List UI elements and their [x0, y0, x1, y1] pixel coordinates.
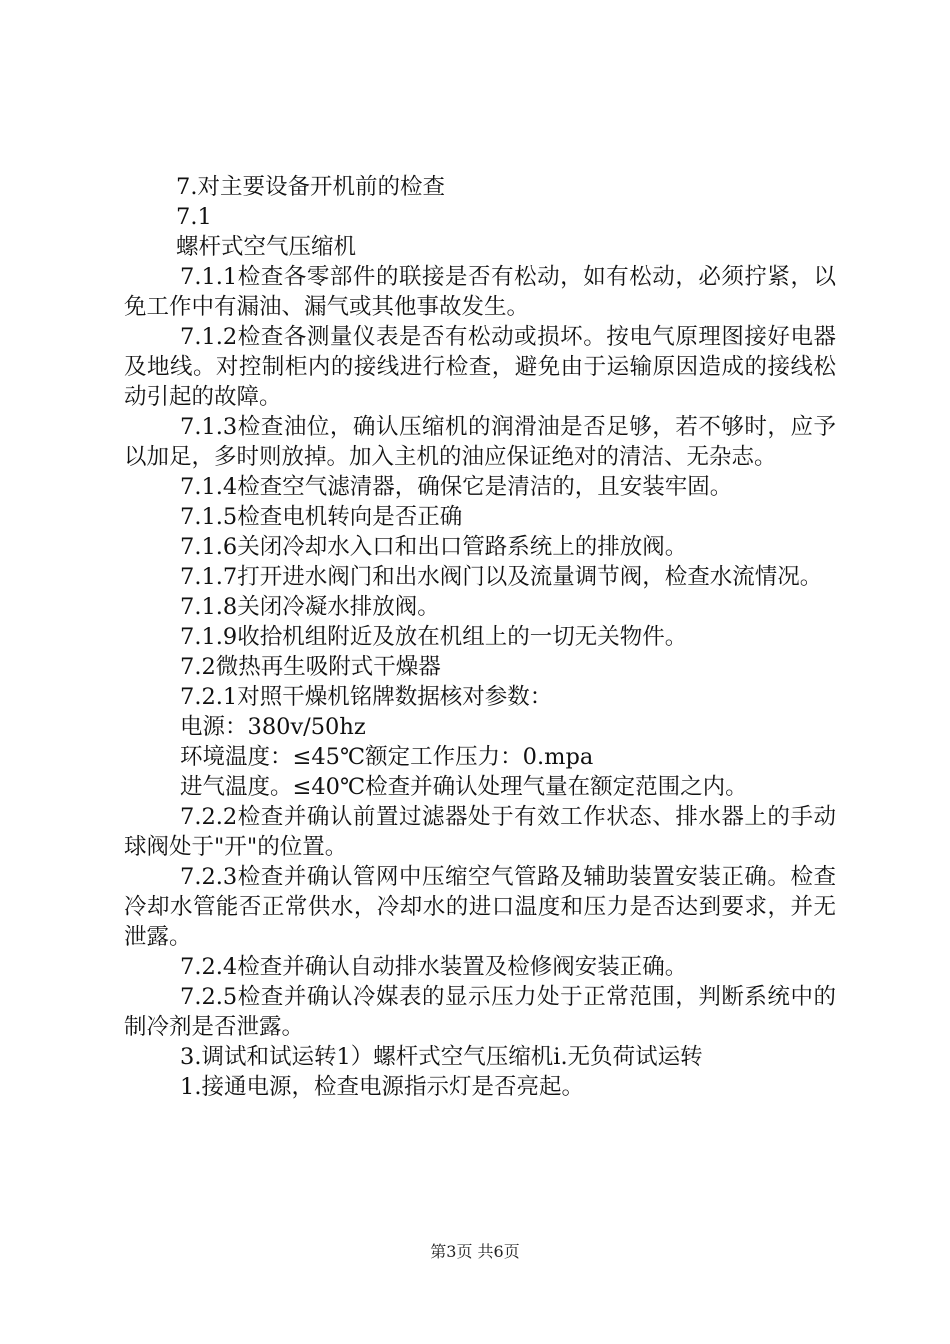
paragraph-p711: 7.1.1检查各零部件的联接是否有松动，如有松动，必须拧紧，以免工作中有漏油、漏气或其他事故发生。: [124, 264, 836, 320]
document-body: [124, 172, 836, 1102]
paragraph-p713: 7.1.3检查油位，确认压缩机的润滑油是否足够，若不够时，应予以加足，多时则放掉。加入主机的油应保证绝对的清洁、无杂志。: [124, 414, 836, 470]
text-line-p716: 7.1.6关闭冷却水入口和出口管路系统上的排放阀。: [180, 534, 688, 560]
text-line-p718: 7.1.8关闭冷凝水排放阀。: [180, 594, 440, 620]
text-line-power: 电源：380v/50hz: [180, 714, 366, 740]
heading-h71title: 螺杆式空气压缩机: [176, 234, 357, 260]
text-line-p719: 7.1.9收拾机组附近及放在机组上的一切无关物件。: [180, 624, 688, 650]
heading-h3: 3.调试和试运转1）螺杆式空气压缩机i.无负荷试运转: [180, 1044, 703, 1070]
heading-h72: 7.2微热再生吸附式干燥器: [180, 654, 441, 680]
heading-h7: 7.对主要设备开机前的检查: [176, 174, 445, 200]
text-line-p31: 1.接通电源，检查电源指示灯是否亮起。: [180, 1074, 584, 1100]
paragraph-p723: 7.2.3检查并确认管网中压缩空气管路及辅助装置安装正确。检查冷却水管能否正常供水，冷却水的进口温度和压力是否达到要求，并无泄露。: [124, 864, 836, 950]
page-footer: 第3页 共6页: [430, 1242, 520, 1261]
paragraph-p712: 7.1.2检查各测量仪表是否有松动或损坏。按电气原理图接好电器及地线。对控制柜内的接线进行检查，避免由于运输原因造成的接线松动引起的故障。: [124, 324, 836, 410]
text-line-p721: 7.2.1对照干燥机铭牌数据核对参数：: [180, 684, 553, 710]
paragraph-p725: 7.2.5检查并确认冷媒表的显示压力处于正常范围，判断系统中的制冷剂是否泄露。: [124, 984, 836, 1040]
paragraph-p717: 7.1.7打开进水阀门和出水阀门以及流量调节阀，检查水流情况。: [180, 564, 823, 590]
text-line-p715: 7.1.5检查电机转向是否正确: [180, 504, 463, 530]
text-line-p724: 7.2.4检查并确认自动排水装置及检修阀安装正确。: [180, 954, 688, 980]
text-line-intake: 进气温度。≤40℃检查并确认处理气量在额定范围之内。: [180, 774, 748, 800]
heading-h71num: 7.1: [176, 204, 212, 230]
text-line-p714: 7.1.4检查空气滤清器，确保它是清洁的，且安装牢固。: [180, 474, 733, 500]
paragraph-p722: 7.2.2检查并确认前置过滤器处于有效工作状态、排水器上的手动球阀处于"开"的位置。: [124, 804, 836, 860]
text-line-env: 环境温度：≤45℃额定工作压力：0.mpa: [180, 744, 594, 770]
